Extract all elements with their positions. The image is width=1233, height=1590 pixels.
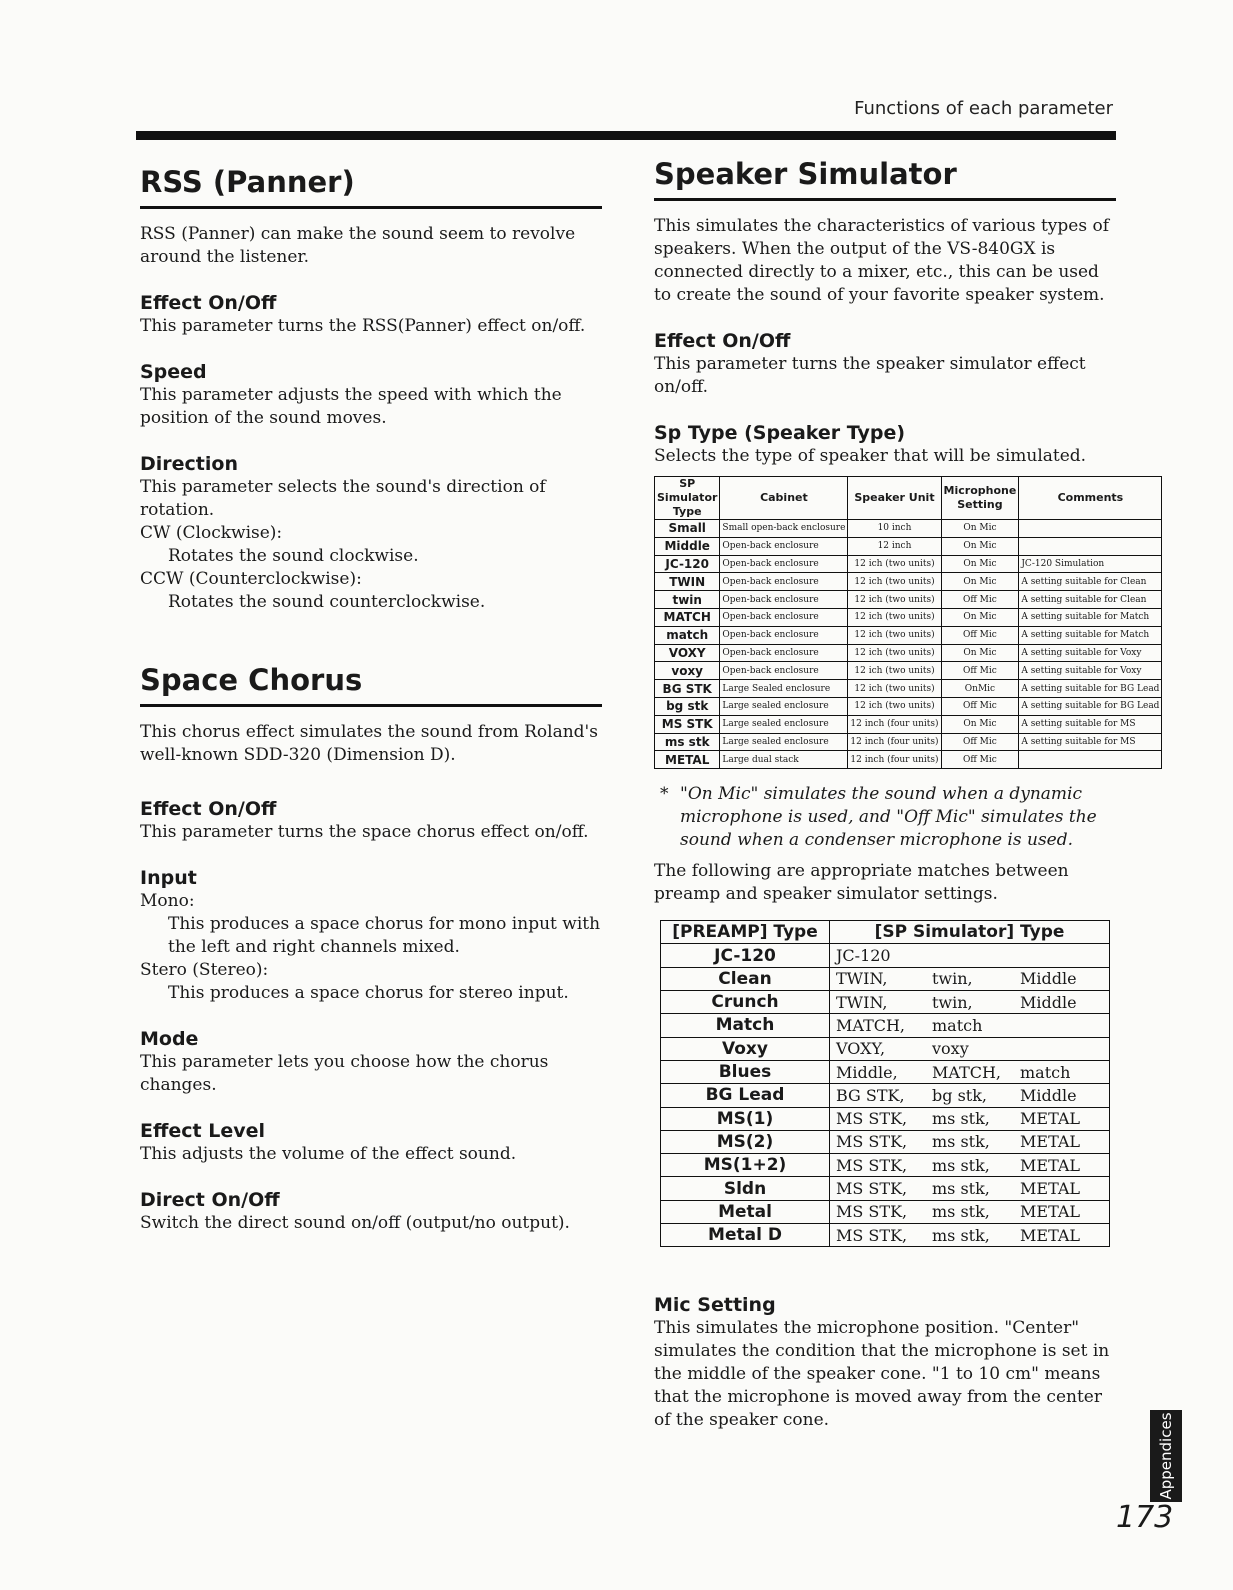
speaker-intro: This simulates the characteristics of various types of speakers. When the output of the VS-840GX is connected directly to a mixer, etc., this can be used to create the sound of your favorite speaker system. (654, 216, 1109, 305)
table-header-cell: Speaker Unit (848, 477, 941, 520)
table-cell: voxy (655, 662, 720, 680)
sp-type-value: match (932, 1015, 983, 1035)
preamp-type-cell: MS(1) (661, 1107, 830, 1130)
table-row (661, 1224, 1110, 1247)
table-cell: Off Mic (941, 626, 1019, 644)
header-rule (136, 131, 1116, 140)
table-cell: Off Mic (941, 591, 1019, 609)
table-cell: Large sealed enclosure (720, 733, 848, 751)
sp-type-value: match (1020, 1062, 1071, 1082)
rss-heading: RSS (Panner) (140, 160, 602, 209)
table-cell: On Mic (941, 715, 1019, 733)
preamp-type-cell: Crunch (661, 991, 830, 1014)
chorus-level-heading: Effect Level (140, 1120, 265, 1142)
sp-type-value: ms stk, (932, 1202, 990, 1222)
table-cell: TWIN (655, 573, 720, 591)
table-cell: 12 inch (four units) (848, 733, 941, 751)
rss-ccw-text: Rotates the sound counterclockwise. (168, 592, 486, 612)
table-cell: On Mic (941, 608, 1019, 626)
table-cell: JC-120 (655, 555, 720, 573)
table-header-cell: [PREAMP] Type (661, 921, 830, 944)
sp-simulator-cell (830, 1130, 1110, 1153)
chorus-stereo-text: This produces a space chorus for stereo input. (168, 983, 569, 1003)
sp-type-value: TWIN, (836, 992, 888, 1012)
sp-simulator-cell (830, 1060, 1110, 1083)
table-cell: Off Mic (941, 662, 1019, 680)
sp-simulator-cell (830, 1154, 1110, 1177)
sp-simulator-cell (830, 944, 1110, 967)
table-cell: 12 ich (two units) (848, 608, 941, 626)
table-cell: 12 inch (848, 537, 941, 555)
table-header-cell: Microphone Setting (941, 477, 1019, 520)
table-cell: 12 ich (two units) (848, 680, 941, 698)
table-cell: On Mic (941, 573, 1019, 591)
table-row (655, 555, 1162, 573)
chorus-intro: This chorus effect simulates the sound from Roland's well-known SDD-320 (Dimension D). (140, 722, 598, 765)
preamp-type-cell: JC-120 (661, 944, 830, 967)
rss-intro: RSS (Panner) can make the sound seem to revolve around the listener. (140, 224, 576, 267)
speaker-heading: Speaker Simulator (654, 152, 1116, 201)
table-cell: OnMic (941, 680, 1019, 698)
sp-simulator-cell (830, 1014, 1110, 1037)
rss-cw-label: CW (Clockwise): (140, 523, 283, 543)
table-row (661, 1084, 1110, 1107)
preamp-type-cell: Clean (661, 967, 830, 990)
sp-simulator-cell (830, 991, 1110, 1014)
table-cell: Small open-back enclosure (720, 520, 848, 538)
sp-simulator-cell (830, 1037, 1110, 1060)
rss-ccw-label: CCW (Counterclockwise): (140, 569, 362, 589)
sp-type-value: VOXY, (836, 1039, 886, 1059)
table-row (661, 1200, 1110, 1223)
table-cell: ms stk (655, 733, 720, 751)
table-cell: A setting suitable for Voxy (1019, 644, 1162, 662)
table-cell: Open-back enclosure (720, 591, 848, 609)
table-row (661, 991, 1110, 1014)
table-cell: 12 inch (four units) (848, 751, 941, 769)
table-cell: A setting suitable for MS (1019, 733, 1162, 751)
table-cell: A setting suitable for MS (1019, 715, 1162, 733)
right-column (654, 152, 1160, 1432)
rss-cw-text: Rotates the sound clockwise. (168, 546, 419, 566)
sp-type-value: METAL (1020, 1225, 1081, 1245)
left-column (140, 160, 602, 1235)
sp-type-value: ms stk, (932, 1225, 990, 1245)
table-cell: Small (655, 520, 720, 538)
chorus-level-text: This adjusts the volume of the effect sound. (140, 1144, 517, 1164)
table-row (655, 573, 1162, 591)
speaker-type-text: Selects the type of speaker that will be simulated. (654, 446, 1087, 466)
sp-type-value: MS STK, (836, 1225, 908, 1245)
preamp-match-table (660, 920, 1110, 1247)
table-cell: A setting suitable for BG Lead (1019, 680, 1162, 698)
speaker-type-table (654, 476, 1162, 769)
table-cell: 12 ich (two units) (848, 555, 941, 573)
footnote-star: * (660, 784, 669, 805)
table-header-cell: Cabinet (720, 477, 848, 520)
preamp-type-cell: Metal (661, 1200, 830, 1223)
table-row (661, 944, 1110, 967)
preamp-type-cell: Match (661, 1014, 830, 1037)
table-cell: A setting suitable for Clean (1019, 573, 1162, 591)
sp-simulator-cell (830, 1177, 1110, 1200)
table-cell: A setting suitable for BG Lead (1019, 697, 1162, 715)
table-row (655, 680, 1162, 698)
table-row (655, 662, 1162, 680)
preamp-type-cell: MS(1+2) (661, 1154, 830, 1177)
preamp-type-cell: Metal D (661, 1224, 830, 1247)
sp-type-value: Middle, (836, 1062, 898, 1082)
sp-type-value: MS STK, (836, 1179, 908, 1199)
table-cell: Open-back enclosure (720, 573, 848, 591)
table-cell: JC-120 Simulation (1019, 555, 1162, 573)
speaker-type-heading: Sp Type (Speaker Type) (654, 422, 906, 444)
table-cell: Open-back enclosure (720, 662, 848, 680)
chorus-mono-label: Mono: (140, 891, 195, 911)
sp-type-value: MS STK, (836, 1109, 908, 1129)
table-row (661, 1154, 1110, 1177)
table-cell: Open-back enclosure (720, 537, 848, 555)
sp-type-value: METAL (1020, 1109, 1081, 1129)
sp-type-value: bg stk, (932, 1085, 987, 1105)
table-cell: 12 ich (two units) (848, 644, 941, 662)
table-row (661, 1107, 1110, 1130)
table-row (655, 715, 1162, 733)
rss-direction-text: This parameter selects the sound's direction of rotation. (140, 477, 546, 520)
sp-type-value: twin, (932, 969, 973, 989)
sp-simulator-cell (830, 1224, 1110, 1247)
chorus-input-heading: Input (140, 867, 197, 889)
preamp-type-cell: Sldn (661, 1177, 830, 1200)
table-cell: On Mic (941, 537, 1019, 555)
chorus-effect-text: This parameter turns the space chorus effect on/off. (140, 822, 589, 842)
table-row (661, 1014, 1110, 1037)
table-cell: VOXY (655, 644, 720, 662)
table-cell: Off Mic (941, 733, 1019, 751)
table-row (655, 520, 1162, 538)
table-cell: MS STK (655, 715, 720, 733)
page-number: 173 (1116, 1500, 1174, 1535)
table-cell (1019, 751, 1162, 769)
table-cell: 12 ich (two units) (848, 626, 941, 644)
sp-type-value: TWIN, (836, 969, 888, 989)
chorus-mono-text: This produces a space chorus for mono input with the left and right channels mixed. (168, 914, 601, 957)
table-cell: A setting suitable for Voxy (1019, 662, 1162, 680)
table-cell: Open-back enclosure (720, 555, 848, 573)
chorus-mode-text: This parameter lets you choose how the chorus changes. (140, 1052, 549, 1095)
table-header-cell: [SP Simulator] Type (830, 921, 1110, 944)
table-header-cell: Comments (1019, 477, 1162, 520)
table-row (655, 751, 1162, 769)
table-cell: twin (655, 591, 720, 609)
table-header-row (661, 921, 1110, 944)
table-cell: A setting suitable for Match (1019, 608, 1162, 626)
sp-type-value: METAL (1020, 1179, 1081, 1199)
table-row (661, 1060, 1110, 1083)
table-header-row (655, 477, 1162, 520)
table-cell: bg stk (655, 697, 720, 715)
table-row (661, 1130, 1110, 1153)
table-cell: 12 inch (four units) (848, 715, 941, 733)
sp-type-value: METAL (1020, 1155, 1081, 1175)
table-row (655, 733, 1162, 751)
table-cell: Open-back enclosure (720, 626, 848, 644)
rss-speed-heading: Speed (140, 361, 207, 383)
table-cell: On Mic (941, 644, 1019, 662)
table-cell (1019, 537, 1162, 555)
table-cell: Middle (655, 537, 720, 555)
speaker-effect-text: This parameter turns the speaker simulator effect on/off. (654, 354, 1086, 397)
footnote-text: "On Mic" simulates the sound when a dynamic microphone is used, and "Off Mic" simulates the sound when a condenser microphone is used. (680, 784, 1097, 851)
mic-setting-text: This simulates the microphone position. "Center" simulates the condition that the microphone is set in the middle of the speaker cone. "1 to 10 cm" means that the microphone is moved away from the center of the speaker cone. (654, 1318, 1110, 1431)
chorus-heading: Space Chorus (140, 658, 602, 707)
mic-setting-heading: Mic Setting (654, 1294, 776, 1317)
table-row (655, 537, 1162, 555)
table-cell: Off Mic (941, 751, 1019, 769)
table-cell: Large sealed enclosure (720, 715, 848, 733)
page-header-title: Functions of each parameter (854, 98, 1113, 119)
sp-type-value: MS STK, (836, 1155, 908, 1175)
table-cell: 12 ich (two units) (848, 697, 941, 715)
table-row (661, 1037, 1110, 1060)
table-cell: BG STK (655, 680, 720, 698)
table-row (655, 608, 1162, 626)
sp-simulator-cell (830, 967, 1110, 990)
table-cell: Large Sealed enclosure (720, 680, 848, 698)
rss-effect-text: This parameter turns the RSS(Panner) effect on/off. (140, 316, 586, 336)
chorus-mode-heading: Mode (140, 1028, 199, 1050)
sp-type-value: MATCH, (932, 1062, 1002, 1082)
rss-effect-heading: Effect On/Off (140, 292, 277, 314)
sp-type-value: Middle (1020, 992, 1077, 1012)
chorus-effect-heading: Effect On/Off (140, 798, 277, 820)
preamp-type-cell: Voxy (661, 1037, 830, 1060)
sp-type-value: MS STK, (836, 1202, 908, 1222)
sp-simulator-cell (830, 1107, 1110, 1130)
preamp-type-cell: MS(2) (661, 1130, 830, 1153)
table-header-cell: SP Simulator Type (655, 477, 720, 520)
sp-type-value: twin, (932, 992, 973, 1012)
preamp-type-cell: BG Lead (661, 1084, 830, 1107)
table-cell: 12 ich (two units) (848, 573, 941, 591)
sp-type-value: METAL (1020, 1132, 1081, 1152)
appendices-tab-label: Appendices (1157, 1412, 1175, 1500)
chorus-direct-text: Switch the direct sound on/off (output/no output). (140, 1213, 570, 1233)
sp-type-value: METAL (1020, 1202, 1081, 1222)
table-cell: Large dual stack (720, 751, 848, 769)
table-row (655, 644, 1162, 662)
sp-type-value: MS STK, (836, 1132, 908, 1152)
table-cell: MATCH (655, 608, 720, 626)
mic-footnote (654, 783, 1116, 852)
sp-type-value: Middle (1020, 1085, 1077, 1105)
sp-type-value: ms stk, (932, 1132, 990, 1152)
table-cell: A setting suitable for Clean (1019, 591, 1162, 609)
sp-type-value: MATCH, (836, 1015, 906, 1035)
sp-type-value: ms stk, (932, 1179, 990, 1199)
table-row (655, 697, 1162, 715)
match-intro: The following are appropriate matches between preamp and speaker simulator settings. (654, 861, 1069, 905)
sp-type-value: voxy (932, 1039, 969, 1059)
table-cell: Open-back enclosure (720, 608, 848, 626)
table-cell: A setting suitable for Match (1019, 626, 1162, 644)
table-cell: Open-back enclosure (720, 644, 848, 662)
table-cell: METAL (655, 751, 720, 769)
rss-direction-heading: Direction (140, 453, 238, 475)
sp-type-value: JC-120 (836, 946, 891, 966)
table-cell: Large sealed enclosure (720, 697, 848, 715)
preamp-type-cell: Blues (661, 1060, 830, 1083)
table-row (655, 626, 1162, 644)
sp-type-value: ms stk, (932, 1109, 990, 1129)
speaker-effect-heading: Effect On/Off (654, 330, 791, 352)
chorus-stereo-label: Stero (Stereo): (140, 960, 269, 980)
table-cell: 12 ich (two units) (848, 591, 941, 609)
table-cell: Off Mic (941, 697, 1019, 715)
table-cell (1019, 520, 1162, 538)
sp-type-value: ms stk, (932, 1155, 990, 1175)
chorus-direct-heading: Direct On/Off (140, 1189, 280, 1211)
table-cell: match (655, 626, 720, 644)
table-cell: 12 ich (two units) (848, 662, 941, 680)
table-cell: 10 inch (848, 520, 941, 538)
sp-type-value: Middle (1020, 969, 1077, 989)
table-row (661, 967, 1110, 990)
sp-simulator-cell (830, 1200, 1110, 1223)
table-cell: On Mic (941, 555, 1019, 573)
table-row (655, 591, 1162, 609)
appendices-tab (1150, 1410, 1182, 1502)
rss-speed-text: This parameter adjusts the speed with which the position of the sound moves. (140, 385, 562, 428)
sp-simulator-cell (830, 1084, 1110, 1107)
table-cell: On Mic (941, 520, 1019, 538)
sp-type-value: BG STK, (836, 1085, 905, 1105)
table-row (661, 1177, 1110, 1200)
